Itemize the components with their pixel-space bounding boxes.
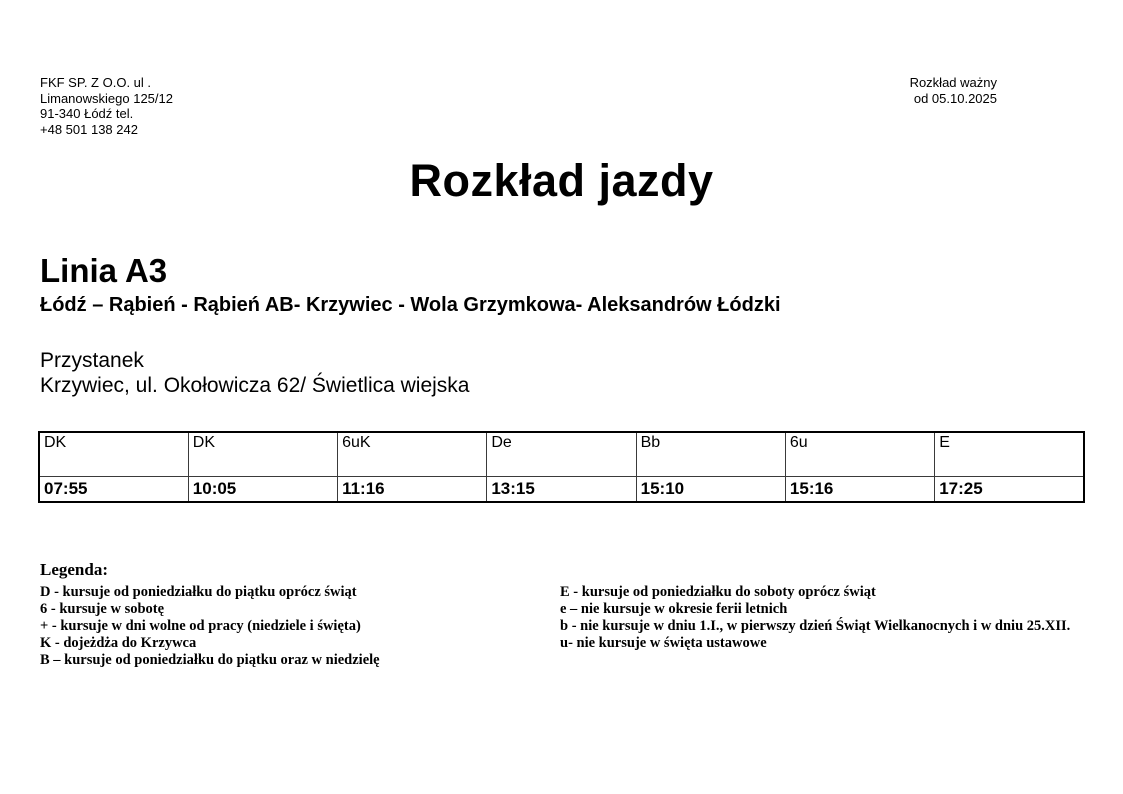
timetable-time-cell: 13:15 (487, 476, 636, 502)
legend-title: Legenda: (40, 560, 108, 579)
stop-name: Krzywiec, ul. Okołowicza 62/ Świetlica wiejska (40, 374, 470, 397)
legend-item: e – nie kursuje w okresie ferii letnich (560, 601, 788, 617)
timetable-header-cell: E (935, 432, 1084, 476)
route-description: Łódź – Rąbień - Rąbień AB- Krzywiec - Wola Grzymkowa- Aleksandrów Łódzki (40, 294, 781, 316)
timetable-time-cell: 15:10 (636, 476, 785, 502)
timetable-time-cell: 15:16 (785, 476, 934, 502)
legend-right-column (560, 584, 1070, 652)
timetable-header-cell: De (487, 432, 636, 476)
legend-item: 6 - kursuje w sobotę (40, 601, 165, 617)
timetable-header-cell: 6uK (338, 432, 487, 476)
timetable-header-row (39, 432, 1084, 476)
stop-label: Przystanek (40, 349, 144, 372)
timetable-time-cell: 17:25 (935, 476, 1084, 502)
validity-info-block (910, 75, 997, 106)
timetable-header-cell: DK (39, 432, 188, 476)
validity-label: Rozkład ważny (909, 75, 997, 90)
timetable-time-cell: 07:55 (39, 476, 188, 502)
timetable-header-cell: Bb (636, 432, 785, 476)
timetable-header-cell: 6u (785, 432, 934, 476)
legend-item: + - kursuje w dni wolne od pracy (niedziele i święta) (40, 618, 361, 634)
timetable-time-cell: 11:16 (338, 476, 487, 502)
legend-item: E - kursuje od poniedziałku do soboty oprócz świąt (560, 584, 876, 600)
company-info-block (40, 75, 173, 137)
company-city-line: 91-340 Łódź tel. (40, 106, 134, 121)
timetable-times-row (39, 476, 1084, 502)
company-phone-line: +48 501 138 242 (40, 121, 138, 137)
legend-left-column (40, 584, 380, 669)
legend-item: b - nie kursuje w dniu 1.I., w pierwszy dzień Świąt Wielkanocnych i w dniu 25.XII. (560, 618, 1071, 634)
company-street-line: Limanowskiego 125/12 (40, 90, 173, 106)
legend-item: D - kursuje od poniedziałku do piątku oprócz świąt (40, 584, 357, 600)
departure-timetable (38, 431, 1085, 503)
company-name-line: FKF SP. Z O.O. ul . (40, 75, 152, 90)
document-title: Rozkład jazdy (409, 155, 714, 206)
legend-item: u- nie kursuje w święta ustawowe (560, 635, 767, 651)
legend-item: K - dojeżdża do Krzywca (40, 635, 197, 651)
timetable-header-cell: DK (188, 432, 337, 476)
timetable-time-cell: 10:05 (188, 476, 337, 502)
stop-block (40, 348, 469, 398)
line-name-heading: Linia A3 (40, 252, 168, 289)
validity-date: od 05.10.2025 (913, 90, 997, 106)
legend-item: B – kursuje od poniedziałku do piątku oraz w niedzielę (40, 652, 380, 668)
